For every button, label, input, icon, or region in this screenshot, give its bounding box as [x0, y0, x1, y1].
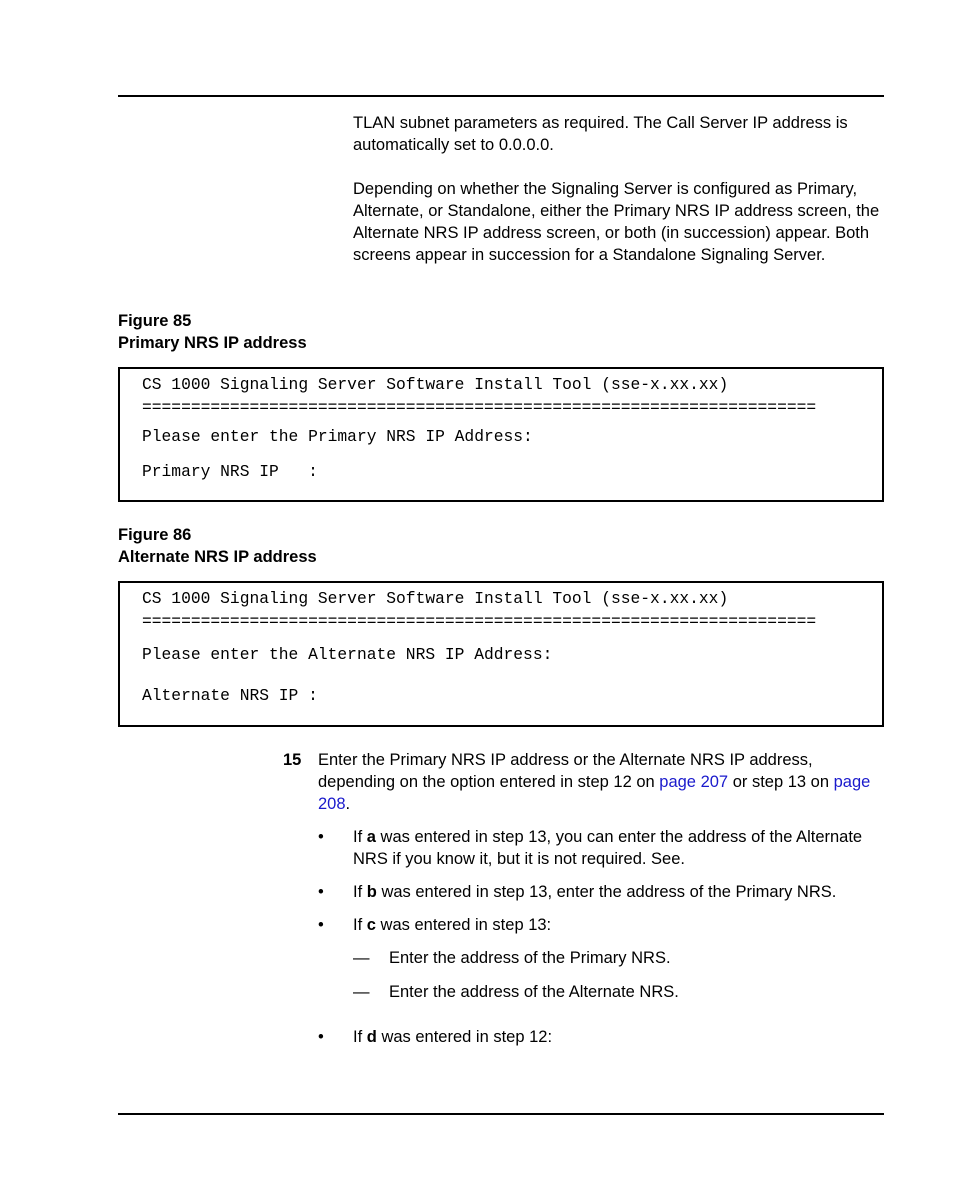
page-208-link[interactable]: page 208	[318, 773, 871, 813]
footer-rule	[118, 1113, 884, 1115]
screen-title-line: CS 1000 Signaling Server Software Install Tool (sse-x.xx.xx)	[142, 375, 729, 394]
figure-86-title: Alternate NRS IP address	[118, 548, 317, 566]
screen-separator-line: =====================================================================	[142, 612, 817, 631]
screen-separator-line: =====================================================================	[142, 398, 817, 417]
bullet-glyph: •	[318, 883, 324, 901]
screen-field-line: Alternate NRS IP :	[142, 686, 318, 705]
subitem-primary-nrs: Enter the address of the Primary NRS.	[389, 949, 671, 967]
figure-86-label: Figure 86	[118, 526, 192, 544]
step-number: 15	[283, 751, 302, 769]
subitem-alternate-nrs: Enter the address of the Alternate NRS.	[389, 983, 679, 1001]
bullet-item-d	[353, 1026, 884, 1048]
bullet-glyph: •	[318, 916, 324, 934]
bullet-text: was entered in step 13:	[375, 916, 552, 934]
figure-85-label: Figure 85	[118, 312, 192, 330]
figure-86-caption	[118, 524, 317, 568]
step-15-text	[318, 749, 884, 815]
screen-title-line: CS 1000 Signaling Server Software Install Tool (sse-x.xx.xx)	[142, 589, 729, 608]
bullet-key: c	[366, 916, 376, 934]
intro-paragraph-1: TLAN subnet parameters as required. The Call Server IP address is automatically set to 0.0.0.0.	[353, 114, 848, 154]
figure-85-screen	[118, 367, 884, 502]
bullet-text: If	[353, 1028, 367, 1046]
step-text-part: .	[345, 795, 351, 813]
figure-85-title: Primary NRS IP address	[118, 334, 307, 352]
bullet-text: If	[353, 883, 367, 901]
bullet-key: b	[366, 883, 377, 901]
bullet-glyph: •	[318, 1028, 324, 1046]
bullet-text: was entered in step 13, you can enter the address of the Alternate NRS if you know it, but it is not required. See.	[353, 828, 863, 868]
screen-prompt-line: Please enter the Primary NRS IP Address:	[142, 427, 533, 446]
figure-85-caption	[118, 310, 307, 354]
screen-field-line: Primary NRS IP :	[142, 462, 318, 481]
dash-glyph: —	[353, 949, 370, 967]
bullet-text: was entered in step 12:	[376, 1028, 553, 1046]
bullet-text: was entered in step 13, enter the address of the Primary NRS.	[376, 883, 837, 901]
bullet-text: If	[353, 828, 367, 846]
step-text-part: Enter the Primary NRS IP address or the Alternate NRS IP address, depending on the option entered in step 12 on	[318, 751, 813, 791]
screen-prompt-line: Please enter the Alternate NRS IP Address:	[142, 645, 553, 664]
bullet-key: d	[366, 1028, 377, 1046]
intro-paragraph-2: Depending on whether the Signaling Server is configured as Primary, Alternate, or Standalone, either the Primary NRS IP address screen, the Alternate NRS IP address screen, or both (in succession) appear. Both screens appear in succession for a Standalone Signaling Server.	[353, 180, 880, 264]
bullet-item-a	[353, 826, 884, 870]
bullet-text: If	[353, 916, 367, 934]
bullet-item-c	[353, 914, 884, 936]
figure-86-screen	[118, 581, 884, 727]
bullet-item-b	[353, 881, 884, 903]
header-rule	[118, 95, 884, 97]
dash-glyph: —	[353, 983, 370, 1001]
bullet-glyph: •	[318, 828, 324, 846]
step-text-part: or step 13 on	[728, 773, 834, 791]
bullet-key: a	[366, 828, 376, 846]
page-207-link[interactable]: page 207	[659, 773, 729, 791]
